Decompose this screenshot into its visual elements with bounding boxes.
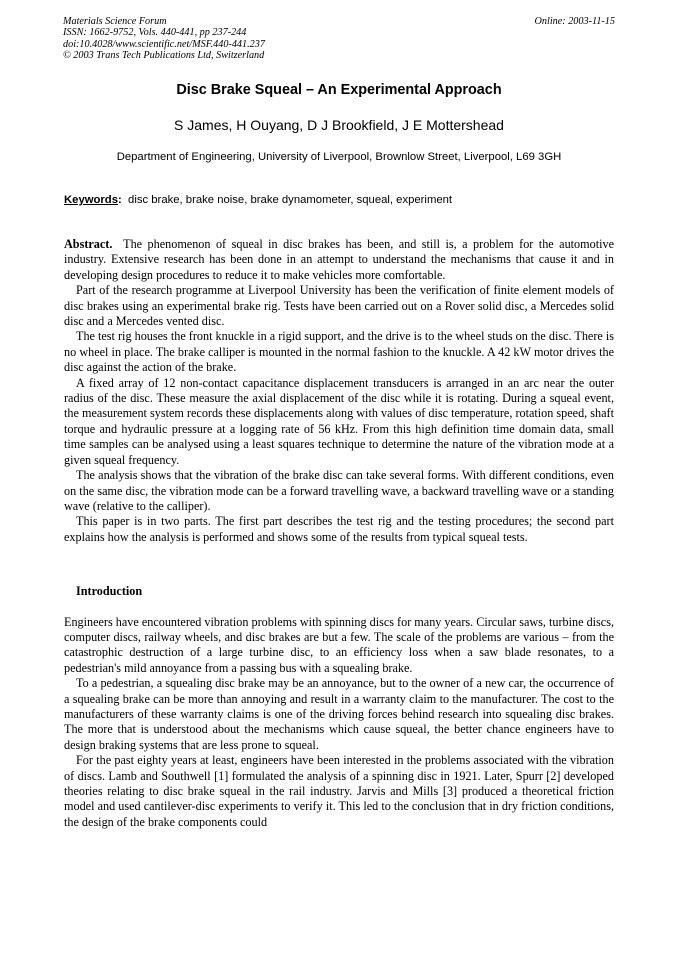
abstract-paragraph: A fixed array of 12 non-contact capacitance displacement transducers is arranged in an arc near the outer radius of the disc. These measure the axial displacement of the disc while it is rotating. During a squeal event, the measurement system records these displacements along with values of disc temperature, rotation speed, shaft torque and hydraulic pressure at a logging rate of 56 kHz. From this high definition time domain data, small time samples can be analysed using a least squares technique to determine the nature of the vibration mode at a given squeal frequency.: [64, 375, 614, 467]
introduction-heading: Introduction: [76, 584, 143, 599]
keywords-line: [64, 194, 624, 206]
abstract-paragraph: This paper is in two parts. The first part describes the test rig and the testing procedures; the second part explains how the analysis is performed and shows some of the results from typical squeal tests.: [64, 514, 614, 544]
issn-line: ISSN: 1662-9752, Vols. 440-441, pp 237-244: [63, 27, 247, 39]
author-list: S James, H Ouyang, D J Brookfield, J E Mottershead: [174, 117, 504, 133]
abstract-paragraph: The analysis shows that the vibration of the brake disc can take several forms. With different conditions, even on the same disc, the vibration mode can be a forward travelling wave, a backward travelling wave or a standing wave (relative to the calliper).: [64, 468, 614, 513]
abstract-paragraph: The test rig houses the front knuckle in a rigid support, and the drive is to the wheel studs on the disc. There is no wheel in place. The brake calliper is mounted in the normal fashion to the knuckle. A 42 kW motor drives the disc against the action of the brake.: [64, 329, 614, 375]
keywords-colon: :: [118, 194, 122, 206]
copyright-line: © 2003 Trans Tech Publications Ltd, Switzerland: [63, 50, 265, 62]
introduction-paragraph: For the past eighty years at least, engineers have been interested in the problems associated with the vibration of discs. Lamb and Southwell [1] formulated the analysis of a spinning disc in 1921. Later, Spurr [2] developed theories relating to disc brake squeal in the rail industry. Jarvis and Mills [3] produced a theoretical friction model and used cantilever-disc experiments to verify it. This led to the conclusion that in dry friction conditions, the design of the brake components could: [64, 753, 614, 829]
doi-line: doi:10.4028/www.scientific.net/MSF.440-441.237: [63, 38, 265, 50]
abstract-label: Abstract.: [64, 237, 113, 251]
section-spacer: [64, 545, 614, 584]
abstract-paragraph: Part of the research programme at Liverpool University has been the verification of finite element models of disc brakes using an experimental brake rig. Tests have been carried out on a Rover solid disc, a Mercedes solid disc and a Mercedes vented disc.: [64, 283, 614, 329]
online-date: Online: 2003-11-15: [534, 16, 615, 27]
keywords-label: Keywords: [64, 194, 118, 206]
journal-name: Materials Science Forum: [63, 16, 167, 27]
introduction-paragraph: Engineers have encountered vibration problems with spinning discs for many years. Circular saws, turbine discs, computer discs, railway wheels, and disc brakes are but a few. The scale of the problems are various – from the catastrophic destruction of a large turbine disc, to an efficiency loss when a saw blade resonates, to a pedestrian's mild annoyance from a passing bus with a squealing brake.: [64, 614, 614, 675]
abstract-paragraph: [64, 237, 614, 283]
journal-header: [63, 16, 463, 62]
abstract-text: The phenomenon of squeal in disc brakes has been, and still is, a problem for the automotive industry. Extensive research has been done in an attempt to understand the mechanisms that cause it and in developing design procedures to reduce it to make vehicles more comfortable.: [64, 237, 614, 282]
affiliation: Department of Engineering, University of Liverpool, Brownlow Street, Liverpool, L69 3GH: [116, 151, 562, 163]
paper-title: Disc Brake Squeal – An Experimental Approach: [176, 82, 502, 98]
introduction-paragraph: To a pedestrian, a squealing disc brake may be an annoyance, but to the owner of a new car, the occurrence of a squealing brake can be more than annoying and result in a warranty claim to the manufacturer. The cost to the manufacturers of these warranty claims is one of the driving forces behind research into squealing disc brakes. The more that is understood about the mechanisms which cause squeal, the better chance engineers have to design braking systems that are less prone to squeal.: [64, 676, 614, 752]
paper-body: [64, 237, 614, 830]
section-spacer: [64, 600, 614, 615]
keywords-text: disc brake, brake noise, brake dynamometer, squeal, experiment: [128, 194, 453, 206]
